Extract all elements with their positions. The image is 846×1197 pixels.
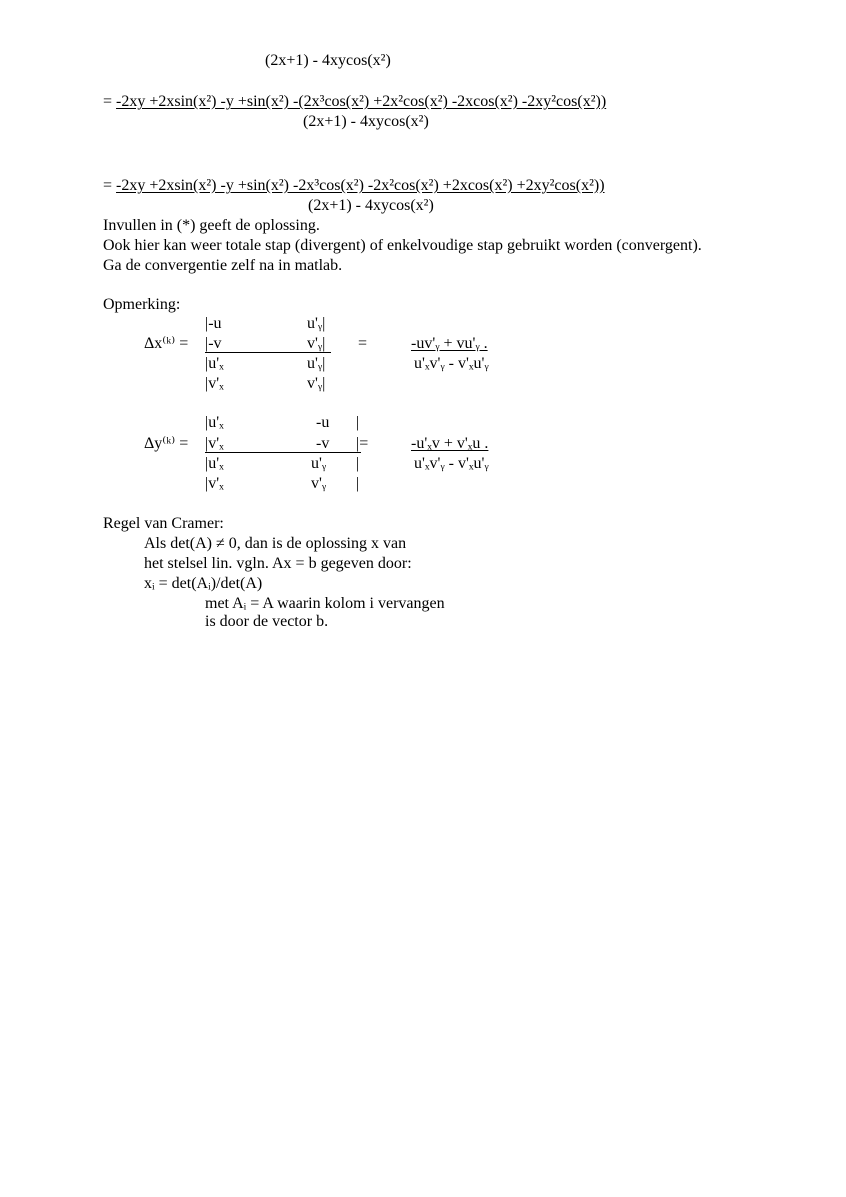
eq3-denominator: (2x+1) - 4xycos(x²) [308, 197, 434, 214]
eq1-denominator: (2x+1) - 4xycos(x²) [265, 52, 391, 69]
eq3-numerator: -2xy +2xsin(x²) -y +sin(x²) -2x³cos(x²) -2x²cos(x²) +2xcos(x²) +2xy²cos(x²)) [116, 177, 605, 194]
paragraph-line-2: Ook hier kan weer totale stap (divergent) of enkelvoudige stap gebruikt worden (convergent). [103, 237, 702, 254]
eq2-numerator: -2xy +2xsin(x²) -y +sin(x²) -(2x³cos(x²) +2x²cos(x²) -2xcos(x²) -2xy²cos(x²)) [116, 93, 607, 110]
cramer-heading: Regel van Cramer: [103, 515, 224, 532]
dx-r1-c1: |-u [205, 315, 222, 332]
dy-r4-c1: |v'ₓ [205, 475, 224, 492]
dy-fraction-bar [205, 452, 361, 453]
dy-r3-c2: u'ᵧ [311, 455, 327, 472]
dx-fraction-bar [205, 352, 331, 353]
paragraph-line-3: Ga de convergentie zelf na in matlab. [103, 257, 343, 274]
dx-result-denominator: u'ₓv'ᵧ - v'ₓu'ᵧ [414, 355, 489, 372]
eq2-denominator: (2x+1) - 4xycos(x²) [303, 113, 429, 130]
dx-label: Δx⁽ᵏ⁾ = [144, 335, 189, 352]
eq2-prefix: = [103, 93, 117, 110]
dy-r2-c3: |= [356, 435, 369, 452]
eq3-line [103, 178, 605, 194]
cramer-line-1: Als det(A) ≠ 0, dan is de oplossing x van [144, 535, 407, 552]
dy-r1-c2: -u [316, 414, 330, 431]
paragraph-line-1: Invullen in (*) geeft de oplossing. [103, 217, 320, 234]
dy-result-numerator: -u'ₓv + v'ₓu . [411, 435, 489, 452]
dx-result-numerator: -uv'ᵧ + vu'ᵧ . [411, 335, 488, 352]
dy-r1-c3: | [356, 414, 360, 431]
remark-heading: Opmerking: [103, 296, 181, 313]
dx-equals: = [358, 335, 368, 352]
dx-r1-c2: u'ᵧ| [307, 315, 326, 332]
dx-r3-c2: u'ᵧ| [307, 355, 326, 372]
dx-r3-c1: |u'ₓ [205, 355, 224, 372]
dx-r4-c1: |v'ₓ [205, 375, 224, 392]
dx-r2-c2: v'ᵧ| [307, 335, 326, 352]
dy-r4-c2: v'ᵧ [311, 475, 327, 492]
eq2-line [103, 94, 606, 110]
dy-label: Δy⁽ᵏ⁾ = [144, 435, 189, 452]
dx-r4-c2: v'ᵧ| [307, 375, 326, 392]
dy-r2-c1: |v'ₓ [205, 435, 224, 452]
dy-r4-c3: | [356, 475, 360, 492]
dy-result-denominator: u'ₓv'ᵧ - v'ₓu'ᵧ [414, 455, 489, 472]
eq3-prefix: = [103, 177, 117, 194]
dy-r1-c1: |u'ₓ [205, 414, 224, 431]
dy-r2-c2: -v [316, 435, 330, 452]
dy-r3-c3: | [356, 455, 360, 472]
dx-r2-c1: |-v [205, 335, 222, 352]
cramer-line-4: met Aᵢ = A waarin kolom i vervangen [205, 595, 445, 612]
cramer-line-5: is door de vector b. [205, 613, 329, 630]
cramer-line-2: het stelsel lin. vgln. Ax = b gegeven door: [144, 555, 412, 572]
cramer-line-3: xᵢ = det(Aᵢ)/det(A) [144, 575, 263, 592]
dy-r3-c1: |u'ₓ [205, 455, 224, 472]
